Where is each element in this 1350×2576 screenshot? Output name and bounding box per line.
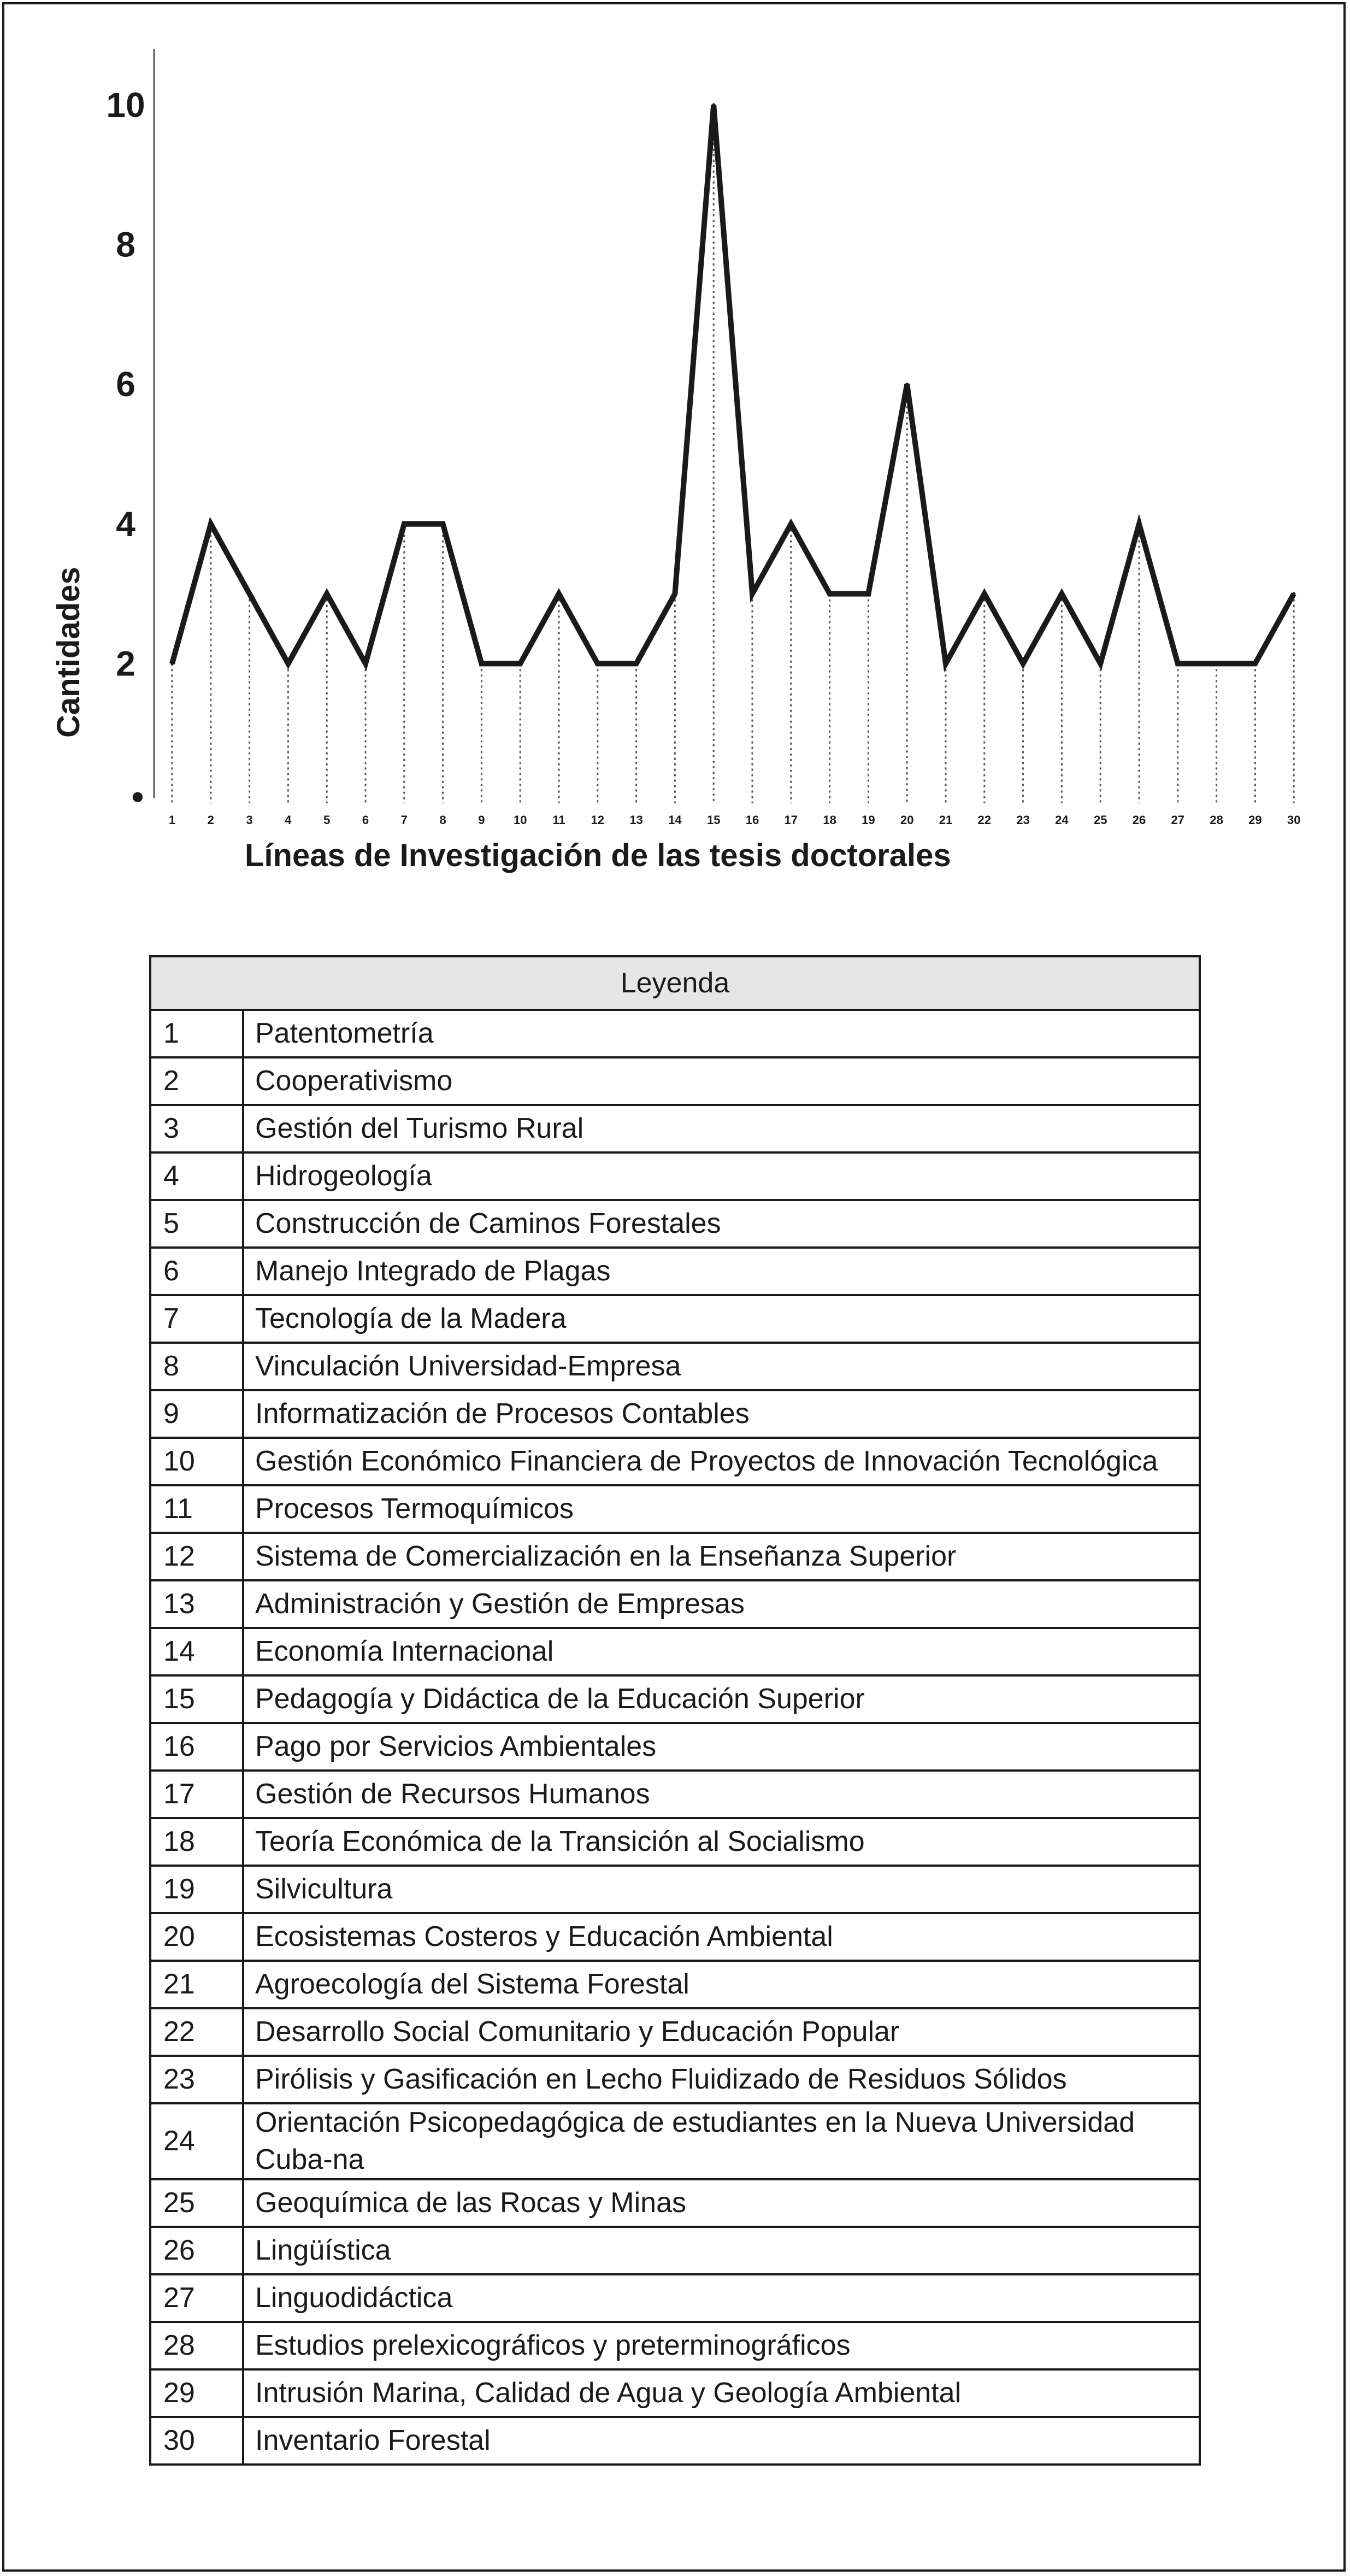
x-tick-3: 3 <box>246 813 253 827</box>
legend-number: 17 <box>150 1771 243 1818</box>
x-tick-17: 17 <box>784 813 798 827</box>
legend-label: Pedagogía y Didáctica de la Educación Superior <box>243 1675 1200 1723</box>
legend-number: 5 <box>150 1200 243 1248</box>
legend-label: Vinculación Universidad-Empresa <box>243 1343 1200 1390</box>
x-tick-5: 5 <box>323 813 331 827</box>
legend-row <box>150 1866 1200 1913</box>
series-line <box>172 105 1294 663</box>
legend-row <box>150 2227 1200 2274</box>
legend-number: 23 <box>150 2056 243 2103</box>
y-tick-10: 10 <box>106 85 145 125</box>
x-tick-28: 28 <box>1210 813 1223 827</box>
legend-label: Intrusión Marina, Calidad de Agua y Geología Ambiental <box>243 2369 1200 2417</box>
data-point-29 <box>1253 662 1257 665</box>
legend-label: Ecosistemas Costeros y Educación Ambiental <box>243 1913 1200 1961</box>
legend-number: 21 <box>150 1961 243 2008</box>
data-point-26 <box>1137 522 1141 526</box>
legend-number: 8 <box>150 1343 243 1390</box>
legend-label: Linguodidáctica <box>243 2274 1200 2322</box>
legend-number: 29 <box>150 2369 243 2417</box>
x-tick-27: 27 <box>1171 813 1185 827</box>
x-tick-20: 20 <box>900 813 914 827</box>
x-tick-1: 1 <box>168 813 176 827</box>
legend-number: 27 <box>150 2274 243 2322</box>
legend-number: 28 <box>150 2322 243 2369</box>
x-tick-8: 8 <box>439 813 446 827</box>
legend-number: 1 <box>150 1010 243 1057</box>
legend-number: 11 <box>150 1485 243 1533</box>
legend-label: Economía Internacional <box>243 1628 1200 1675</box>
x-tick-21: 21 <box>939 813 953 827</box>
data-point-27 <box>1176 662 1180 665</box>
data-point-15 <box>712 103 715 107</box>
legend-title: Leyenda <box>150 956 1200 1010</box>
data-point-22 <box>983 592 986 596</box>
legend-label: Silvicultura <box>243 1866 1200 1913</box>
data-point-6 <box>364 662 367 665</box>
legend-number: 20 <box>150 1913 243 1961</box>
x-tick-13: 13 <box>629 813 643 827</box>
x-tick-2: 2 <box>207 813 214 827</box>
legend-label: Construcción de Caminos Forestales <box>243 1200 1200 1248</box>
data-point-14 <box>673 592 676 596</box>
data-point-19 <box>866 592 870 596</box>
x-tick-18: 18 <box>823 813 836 827</box>
y-tick-4: 4 <box>116 504 135 544</box>
legend-label: Cooperativismo <box>243 1057 1200 1105</box>
legend-label: Hidrogeología <box>243 1152 1200 1200</box>
legend-row <box>150 1200 1200 1248</box>
legend-label: Sistema de Comercialización en la Enseñanza Superior <box>243 1533 1200 1580</box>
legend-row <box>150 1818 1200 1866</box>
legend-label: Patentometría <box>243 1010 1200 1057</box>
data-point-8 <box>441 522 445 526</box>
x-tick-29: 29 <box>1248 813 1262 827</box>
x-axis-label: Líneas de Investigación de las tesis doctorales <box>245 838 951 873</box>
data-point-21 <box>944 662 947 665</box>
data-point-5 <box>325 592 328 596</box>
data-point-13 <box>635 662 638 665</box>
legend-number: 24 <box>150 2103 243 2179</box>
legend-row <box>150 1913 1200 1961</box>
legend-number: 2 <box>150 1057 243 1105</box>
legend-label: Pago por Servicios Ambientales <box>243 1723 1200 1771</box>
data-point-12 <box>596 662 599 665</box>
legend-row <box>150 1771 1200 1818</box>
legend-row <box>150 1533 1200 1580</box>
data-point-3 <box>248 592 251 596</box>
legend-number: 12 <box>150 1533 243 1580</box>
data-point-7 <box>403 522 406 526</box>
y-tick-2: 2 <box>116 644 135 684</box>
legend-body <box>150 1010 1200 2465</box>
data-point-10 <box>518 662 522 665</box>
legend-row <box>150 1580 1200 1628</box>
legend-label: Pirólisis y Gasificación en Lecho Fluidizado de Residuos Sólidos <box>243 2056 1200 2103</box>
x-tick-10: 10 <box>513 813 527 827</box>
legend-label: Teoría Económica de la Transición al Socialismo <box>243 1818 1200 1866</box>
legend-row <box>150 1485 1200 1533</box>
x-tick-14: 14 <box>668 813 682 827</box>
line-chart <box>16 33 1328 896</box>
data-point-20 <box>905 383 909 386</box>
legend-label: Desarrollo Social Comunitario y Educación Popular <box>243 2008 1200 2056</box>
legend-number: 16 <box>150 1723 243 1771</box>
legend-row <box>150 1438 1200 1485</box>
legend-row <box>150 2274 1200 2322</box>
legend-label: Estudios prelexicográficos y preterminográficos <box>243 2322 1200 2369</box>
legend-label: Manejo Integrado de Plagas <box>243 1248 1200 1295</box>
x-tick-22: 22 <box>977 813 992 827</box>
legend-label: Geoquímica de las Rocas y Minas <box>243 2179 1200 2227</box>
legend-label: Tecnología de la Madera <box>243 1295 1200 1343</box>
legend-number: 30 <box>150 2417 243 2465</box>
chart-series <box>170 103 1295 665</box>
legend-row <box>150 2008 1200 2056</box>
legend-row <box>150 1343 1200 1390</box>
legend-number: 14 <box>150 1628 243 1675</box>
legend-row <box>150 2179 1200 2227</box>
data-point-23 <box>1022 662 1025 665</box>
x-tick-30: 30 <box>1287 813 1301 827</box>
legend-number: 26 <box>150 2227 243 2274</box>
chart-drop-lines <box>172 105 1294 803</box>
chart-tick-labels <box>106 85 1300 827</box>
legend-label: Procesos Termoquímicos <box>243 1485 1200 1533</box>
legend-number: 18 <box>150 1818 243 1866</box>
legend-number: 4 <box>150 1152 243 1200</box>
legend-label: Agroecología del Sistema Forestal <box>243 1961 1200 2008</box>
data-point-30 <box>1292 592 1295 596</box>
legend-row <box>150 2417 1200 2465</box>
legend-row <box>150 1961 1200 2008</box>
x-tick-26: 26 <box>1132 813 1146 827</box>
data-point-28 <box>1215 662 1218 665</box>
legend-row <box>150 1675 1200 1723</box>
legend-label: Lingüística <box>243 2227 1200 2274</box>
legend-label: Gestión de Recursos Humanos <box>243 1771 1200 1818</box>
data-point-2 <box>209 522 213 526</box>
legend-number: 15 <box>150 1675 243 1723</box>
legend-row <box>150 1628 1200 1675</box>
legend-label: Gestión del Turismo Rural <box>243 1105 1200 1152</box>
x-tick-6: 6 <box>362 813 369 827</box>
legend-number: 7 <box>150 1295 243 1343</box>
legend-number: 3 <box>150 1105 243 1152</box>
legend-header-row <box>150 956 1200 1010</box>
data-point-18 <box>828 592 832 596</box>
legend-table <box>149 955 1201 2466</box>
legend-row <box>150 1010 1200 1057</box>
legend-label: Orientación Psicopedagógica de estudiantes en la Nueva Universidad Cuba-na <box>243 2103 1200 2179</box>
legend-number: 9 <box>150 1390 243 1438</box>
data-point-4 <box>286 662 290 665</box>
data-point-24 <box>1060 592 1063 596</box>
legend-row <box>150 1248 1200 1295</box>
x-tick-23: 23 <box>1016 813 1030 827</box>
x-tick-9: 9 <box>478 813 485 827</box>
legend-label: Administración y Gestión de Empresas <box>243 1580 1200 1628</box>
y-tick-8: 8 <box>116 225 135 264</box>
legend-number: 6 <box>150 1248 243 1295</box>
legend-label: Gestión Económico Financiera de Proyectos de Innovación Tecnológica <box>243 1438 1200 1485</box>
x-tick-7: 7 <box>400 813 408 827</box>
legend-row <box>150 2369 1200 2417</box>
legend-label: Inventario Forestal <box>243 2417 1200 2465</box>
x-tick-12: 12 <box>591 813 605 827</box>
legend-row <box>150 1152 1200 1200</box>
legend-row <box>150 2056 1200 2103</box>
x-tick-24: 24 <box>1055 813 1069 827</box>
legend-row <box>150 1105 1200 1152</box>
legend-label: Informatización de Procesos Contables <box>243 1390 1200 1438</box>
legend-number: 22 <box>150 2008 243 2056</box>
x-tick-16: 16 <box>745 813 759 827</box>
legend-row <box>150 1057 1200 1105</box>
legend-number: 25 <box>150 2179 243 2227</box>
data-point-1 <box>170 662 174 665</box>
x-tick-25: 25 <box>1093 813 1107 827</box>
data-point-25 <box>1099 662 1102 665</box>
x-tick-4: 4 <box>285 813 292 827</box>
legend-row <box>150 1723 1200 1771</box>
legend-row <box>150 2103 1200 2179</box>
legend-row <box>150 2322 1200 2369</box>
y-tick-origin: • <box>131 777 144 816</box>
legend-number: 13 <box>150 1580 243 1628</box>
data-point-17 <box>789 522 793 526</box>
legend-row <box>150 1390 1200 1438</box>
legend-number: 10 <box>150 1438 243 1485</box>
y-axis-label: Cantidades <box>51 567 86 738</box>
legend-number: 19 <box>150 1866 243 1913</box>
data-point-16 <box>751 592 754 596</box>
x-tick-15: 15 <box>706 813 721 827</box>
x-tick-11: 11 <box>552 813 565 827</box>
data-point-11 <box>557 592 561 596</box>
legend-row <box>150 1295 1200 1343</box>
data-point-9 <box>480 662 483 665</box>
x-tick-19: 19 <box>862 813 875 827</box>
y-tick-6: 6 <box>116 364 135 404</box>
